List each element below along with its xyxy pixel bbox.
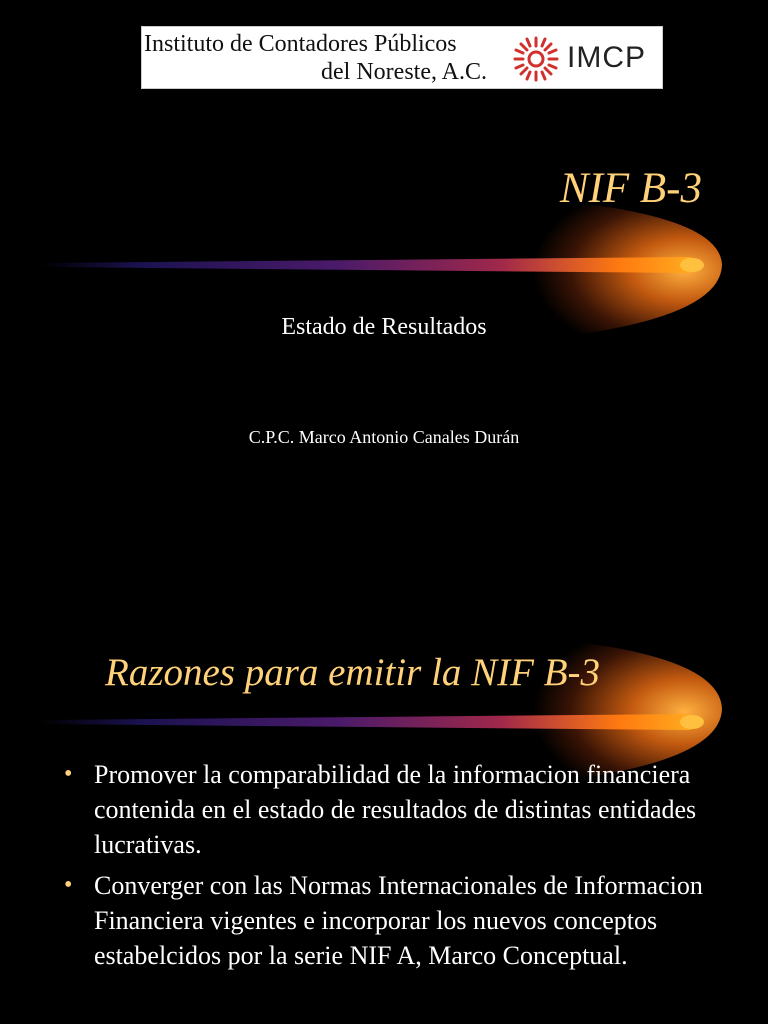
- slide-reasons: [0, 512, 768, 1024]
- institute-name: [144, 30, 489, 86]
- bullet-text: Promover la comparabilidad de la informacion financiera contenida en el estado de resultados de distintas entidades lucrativas.: [94, 760, 697, 859]
- author-name: C.P.C. Marco Antonio Canales Durán: [248, 427, 520, 447]
- sun-emblem-icon: [512, 35, 560, 83]
- slide-title: Razones para emitir la NIF B-3: [105, 651, 601, 694]
- institute-logo: [141, 26, 663, 89]
- slide-subtitle: Estado de Resultados: [281, 314, 487, 340]
- slide-title: NIF B-3: [559, 165, 702, 212]
- bullet-icon: •: [64, 761, 73, 787]
- institute-acronym: IMCP: [567, 41, 646, 74]
- reasons-list: [62, 757, 752, 979]
- bullet-icon: •: [64, 872, 73, 898]
- list-item: [62, 868, 752, 973]
- bullet-text: Converger con las Normas Internacionales de Informacion Financiera vigentes e incorporar los nuevos conceptos estabelcidos por la serie NIF A, Marco Conceptual.: [94, 871, 703, 970]
- list-item: [62, 757, 752, 862]
- institute-name-line-2: del Noreste, A.C.: [321, 59, 487, 85]
- institute-name-line-1: Instituto de Contadores Públicos: [144, 31, 457, 57]
